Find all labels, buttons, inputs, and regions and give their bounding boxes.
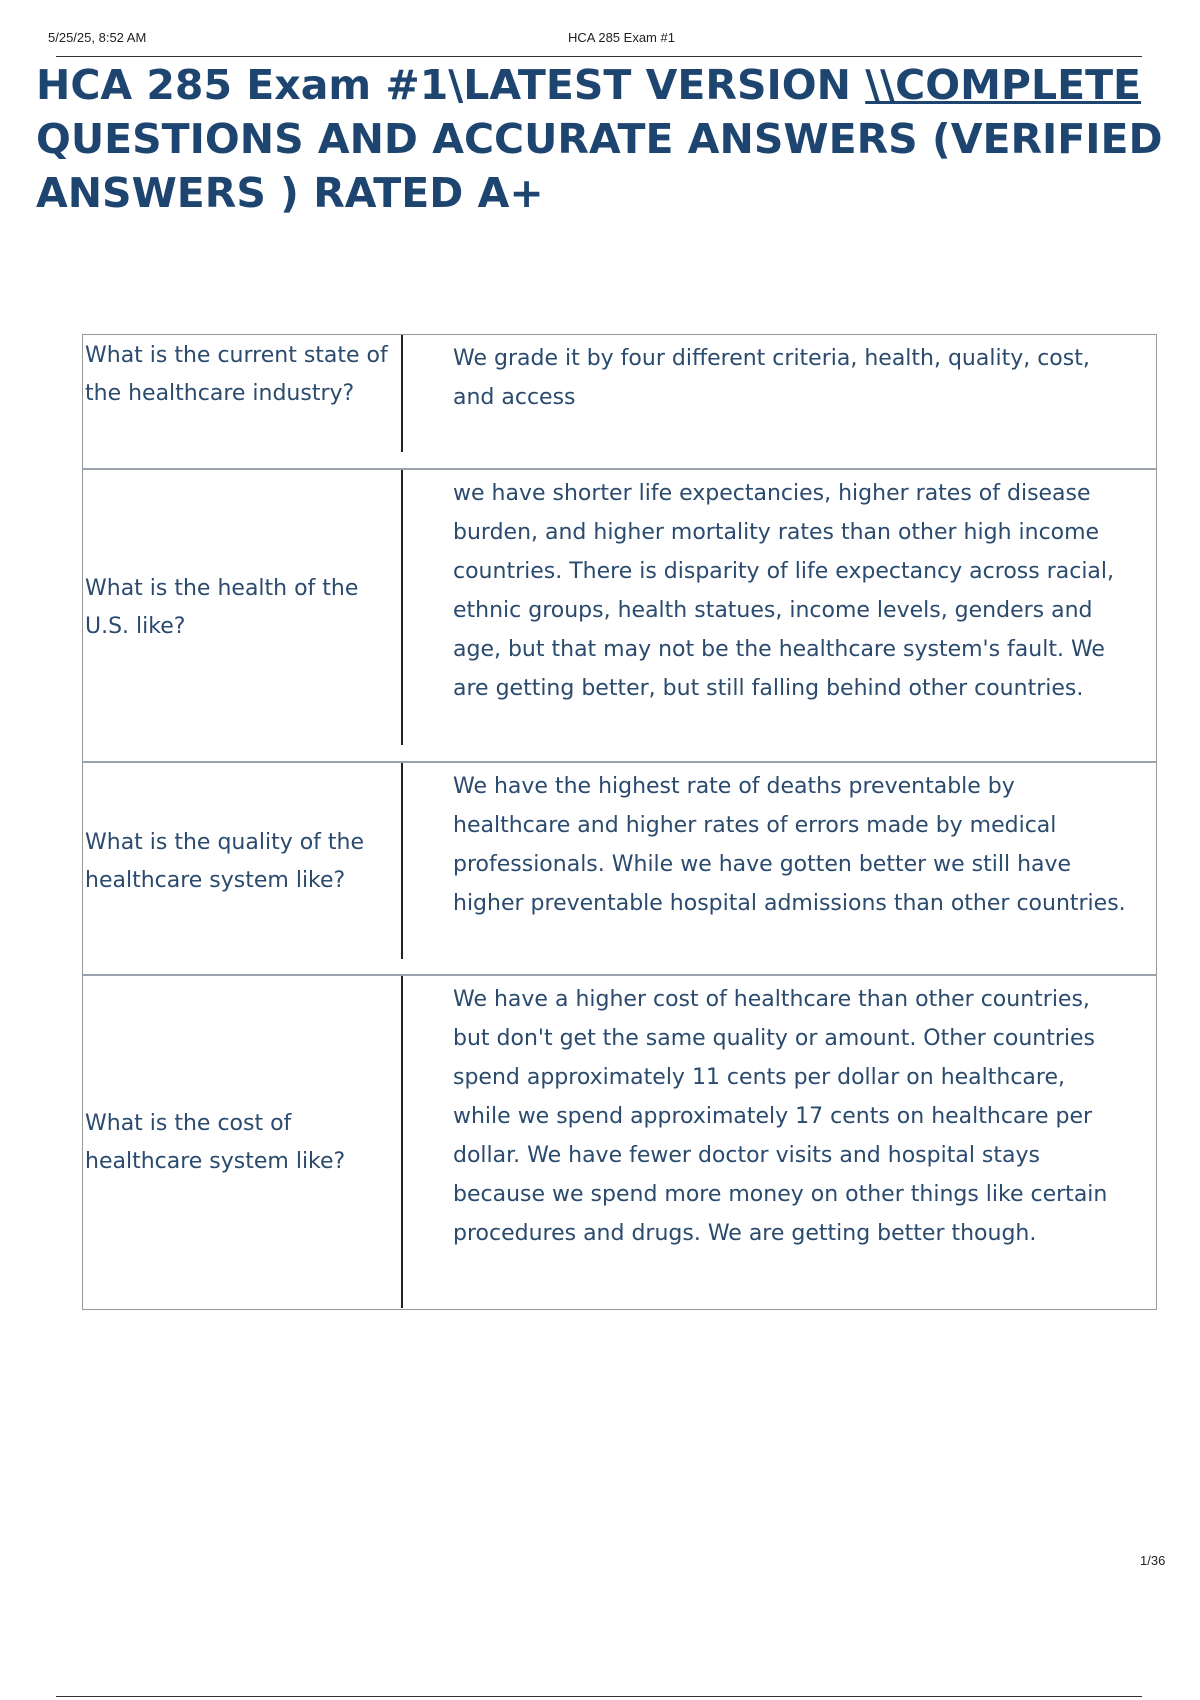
answer-cell	[403, 762, 1157, 975]
page-number: 1/36	[1140, 1553, 1166, 1568]
question-cell	[83, 469, 404, 762]
qa-row	[83, 335, 1157, 469]
footer-divider	[56, 1696, 1142, 1697]
answer-cell	[403, 975, 1157, 1310]
question-text: What is the health of the U.S. like?	[83, 470, 403, 745]
qa-row	[83, 469, 1157, 762]
answer-text: We have a higher cost of healthcare than other countries, but don't get the same quality or amount. Other countries spend approximately 11 cents per dollar on healthcare, while we spend approximately 17 cents on healthcare per dollar. We have fewer doctor visits and hospital stays because we spend more money on other things like certain procedures and drugs. We are getting better though.	[453, 986, 1108, 1246]
question-text: What is the quality of the healthcare system like?	[83, 763, 403, 959]
question-text: What is the current state of the healthcare industry?	[83, 335, 403, 452]
qa-table	[82, 334, 1157, 1310]
print-header	[48, 30, 1142, 56]
question-cell	[83, 975, 404, 1310]
answer-text: we have shorter life expectancies, higher rates of disease burden, and higher mortality rates than other high income countries. There is disparity of life expectancy across racial, ethnic groups, health statues, income levels, genders and age, but that may not be the healthcare system's fault. We are getting better, but still falling behind other countries.	[453, 480, 1115, 701]
qa-row	[83, 975, 1157, 1310]
page-title	[36, 58, 1166, 220]
header-divider	[56, 56, 1142, 57]
answer-text: We have the highest rate of deaths preventable by healthcare and higher rates of errors made by medical professionals. While we have gotten better we still have higher preventable hospital admissions than other countries.	[453, 773, 1126, 916]
title-part-3: QUESTIONS AND ACCURATE ANSWERS (VERIFIED ANSWERS ) RATED A+	[36, 115, 1163, 217]
print-doc-title: HCA 285 Exam #1	[568, 30, 675, 45]
question-text: What is the cost of healthcare system like?	[83, 976, 403, 1308]
answer-cell	[403, 469, 1157, 762]
title-part-1: HCA 285 Exam #1\LATEST VERSION	[36, 61, 866, 109]
question-cell	[83, 762, 404, 975]
title-part-2: \\COMPLETE	[865, 61, 1142, 109]
answer-cell	[403, 335, 1157, 469]
qa-row	[83, 762, 1157, 975]
answer-text: We grade it by four different criteria, health, quality, cost, and access	[453, 346, 1090, 410]
print-date: 5/25/25, 8:52 AM	[48, 30, 147, 45]
question-cell	[83, 335, 404, 469]
